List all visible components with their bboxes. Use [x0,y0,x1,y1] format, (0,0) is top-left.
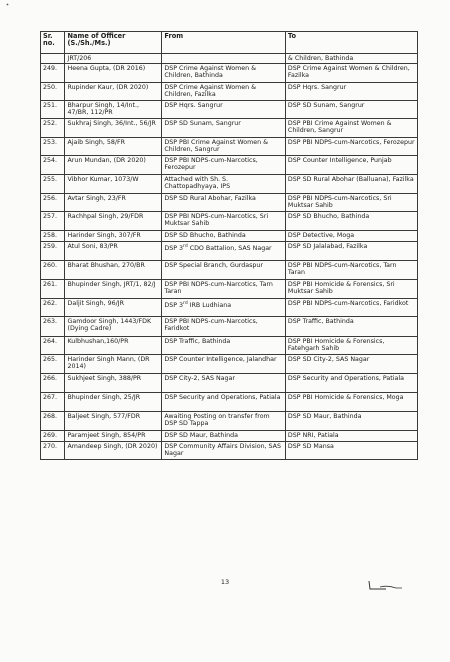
cell-to: DSP PBI NDPS-cum-Narcotics, Faridkot [285,299,417,317]
cell-officer-name: Gamdoor Singh, 1443/FDK (Dying Cadre) [65,317,162,337]
cell-to: DSP Crime Against Women & Children, Fazilka [285,64,417,83]
cell-to: DSP Security and Operations, Patiala [285,374,417,393]
cell-to: DSP Hqrs. Sangrur [285,83,417,101]
table-row [41,431,418,442]
cell-officer-name: Bharat Bhushan, 270/BR [65,261,162,280]
cell-officer-name: Amandeep Singh, (DR 2020) [65,442,162,460]
cell-officer-name: Bhupinder Singh, JRT/1, 82/J [65,280,162,299]
cell-to: DSP PBI Homicide & Forensics, Moga [285,393,417,412]
cell-from: DSP PBI NDPS-cum-Narcotics, Ferozepur [162,156,286,175]
cell-sr-no: 269. [41,431,65,442]
transfer-orders-table [40,31,418,460]
cell-sr-no: 262. [41,299,65,317]
cell-sr-no: 265. [41,355,65,374]
cell-to: DSP PBI NDPS-cum-Narcotics, Tarn Taran [285,261,417,280]
cell-sr-no: 260. [41,261,65,280]
header-name-of-officer: Name of Officer (S./Sh./Ms.) [65,32,162,54]
cell-from: DSP SD Rural Abohar, Fazilka [162,194,286,212]
table-row [41,337,418,355]
cell-to: DSP PBI Homicide & Forensics, Fatehgarh Sahib [285,337,417,355]
cell-to: DSP PBI Crime Against Women & Children, Sangrur [285,119,417,138]
cell-to: DSP Traffic, Bathinda [285,317,417,337]
cell-officer-name: Harinder Singh, 307/FR [65,231,162,242]
table-row [41,317,418,337]
cell-sr-no: 252. [41,119,65,138]
cell-to: DSP Detective, Moga [285,231,417,242]
cell-from [162,54,286,64]
cell-to: DSP SD Mansa [285,442,417,460]
cell-from: Attached with Sh. S. Chattopadhyaya, IPS [162,175,286,194]
cell-sr-no: 261. [41,280,65,299]
cell-from: DSP SD Sunam, Sangrur [162,119,286,138]
cell-from: DSP SD Maur, Bathinda [162,431,286,442]
table-row [41,119,418,138]
cell-officer-name: Avtar Singh, 23/FR [65,194,162,212]
cell-to: DSP NRI, Patiala [285,431,417,442]
cell-sr-no: 257. [41,212,65,231]
signature [366,579,404,591]
cell-to: DSP PBI NDPS-cum-Narcotics, Ferozepur [285,138,417,156]
table-row [41,280,418,299]
cell-officer-name: Daljit Singh, 96/JR [65,299,162,317]
cell-officer-name: Atul Soni, 83/PR [65,242,162,261]
cell-officer-name: Kulbhushan,160/PR [65,337,162,355]
cell-officer-name: Bhupinder Singh, 25/JR [65,393,162,412]
scan-mark [6,3,9,6]
cell-to: DSP SD Jalalabad, Fazilka [285,242,417,261]
cell-to: DSP PBI NDPS-cum-Narcotics, Sri Muktsar Sahib [285,194,417,212]
cell-from: DSP SD Bhucho, Bathinda [162,231,286,242]
cell-sr-no: 251. [41,101,65,119]
table-row [41,64,418,83]
table-row [41,393,418,412]
cell-officer-name: Heena Gupta, (DR 2016) [65,64,162,83]
table-row [41,355,418,374]
cell-to: DSP SD Maur, Bathinda [285,412,417,431]
header-from: From [162,32,286,54]
cell-from: DSP Crime Against Women & Children, Bathinda [162,64,286,83]
cell-sr-no: 256. [41,194,65,212]
cell-officer-name: Sukhjeet Singh, 388/PR [65,374,162,393]
cell-from: DSP City-2, SAS Nagar [162,374,286,393]
cell-officer-name: Baljeet Singh, 577/FDR [65,412,162,431]
cell-sr-no: 268. [41,412,65,431]
cell-officer-name: Bharpur Singh, 14/Int., 47/BR, 112/PR [65,101,162,119]
table-row [41,231,418,242]
table-row [41,175,418,194]
table-row [41,242,418,261]
cell-sr-no: 253. [41,138,65,156]
cell-sr-no: 264. [41,337,65,355]
cell-officer-name: JRT/206 [65,54,162,64]
table-row [41,101,418,119]
cell-from: DSP Hqrs. Sangrur [162,101,286,119]
table-row [41,442,418,460]
cell-from: DSP Crime Against Women & Children, Fazilka [162,83,286,101]
table-row [41,412,418,431]
cell-sr-no: 263. [41,317,65,337]
cell-from: Awaiting Posting on transfer from DSP SD Tappa [162,412,286,431]
cell-sr-no: 258. [41,231,65,242]
table-body [41,54,418,460]
header-to: To [285,32,417,54]
table-row [41,299,418,317]
cell-sr-no: 267. [41,393,65,412]
cell-to: DSP SD Rural Abohar (Balluana), Fazilka [285,175,417,194]
cell-sr-no: 259. [41,242,65,261]
cell-officer-name: Rupinder Kaur, (DR 2020) [65,83,162,101]
table-row [41,83,418,101]
cell-sr-no: 250. [41,83,65,101]
cell-sr-no: 254. [41,156,65,175]
cell-from: DSP PBI NDPS-cum-Narcotics, Tarn Taran [162,280,286,299]
cell-officer-name: Vibhor Kumar, 1073/W [65,175,162,194]
cell-to: & Children, Bathinda [285,54,417,64]
cell-from: DSP Security and Operations, Patiala [162,393,286,412]
cell-from: DSP 3rd CDO Battalion, SAS Nagar [162,242,286,261]
table-row [41,212,418,231]
cell-officer-name: Sukhraj Singh, 36/Int., 56/JR [65,119,162,138]
cell-to: DSP Counter Intelligence, Punjab [285,156,417,175]
cell-to: DSP PBI Homicide & Forensics, Sri Muktsar Sahib [285,280,417,299]
cell-sr-no: 249. [41,64,65,83]
cell-from: DSP Counter Intelligence, Jalandhar [162,355,286,374]
cell-sr-no: 266. [41,374,65,393]
cell-from: DSP PBI NDPS-cum-Narcotics, Faridkot [162,317,286,337]
cell-officer-name: Rachhpal Singh, 29/FDR [65,212,162,231]
header-sr-no: Sr. no. [41,32,65,54]
cell-officer-name: Paramjeet Singh, 854/PR [65,431,162,442]
table-header-row [41,32,418,54]
table-row [41,156,418,175]
table-row [41,261,418,280]
cell-sr-no: 255. [41,175,65,194]
cell-to: DSP SD City-2, SAS Nagar [285,355,417,374]
cell-sr-no [41,54,65,64]
table-row [41,194,418,212]
cell-from: DSP PBI NDPS-cum-Narcotics, Sri Muktsar Sahib [162,212,286,231]
cell-to: DSP SD Bhucho, Bathinda [285,212,417,231]
cell-from: DSP Traffic, Bathinda [162,337,286,355]
cell-officer-name: Ajaib Singh, 58/FR [65,138,162,156]
cell-officer-name: Arun Mundan, (DR 2020) [65,156,162,175]
page-number: 13 [220,578,230,586]
table-row [41,138,418,156]
cell-from: DSP PBI Crime Against Women & Children, Sangrur [162,138,286,156]
cell-sr-no: 270. [41,442,65,460]
table-row [41,374,418,393]
table-row [41,54,418,64]
cell-officer-name: Harinder Singh Mann, (DR 2014) [65,355,162,374]
cell-to: DSP SD Sunam, Sangrur [285,101,417,119]
cell-from: DSP Community Affairs Division, SAS Nagar [162,442,286,460]
cell-from: DSP Special Branch, Gurdaspur [162,261,286,280]
cell-from: DSP 3rd IRB Ludhiana [162,299,286,317]
